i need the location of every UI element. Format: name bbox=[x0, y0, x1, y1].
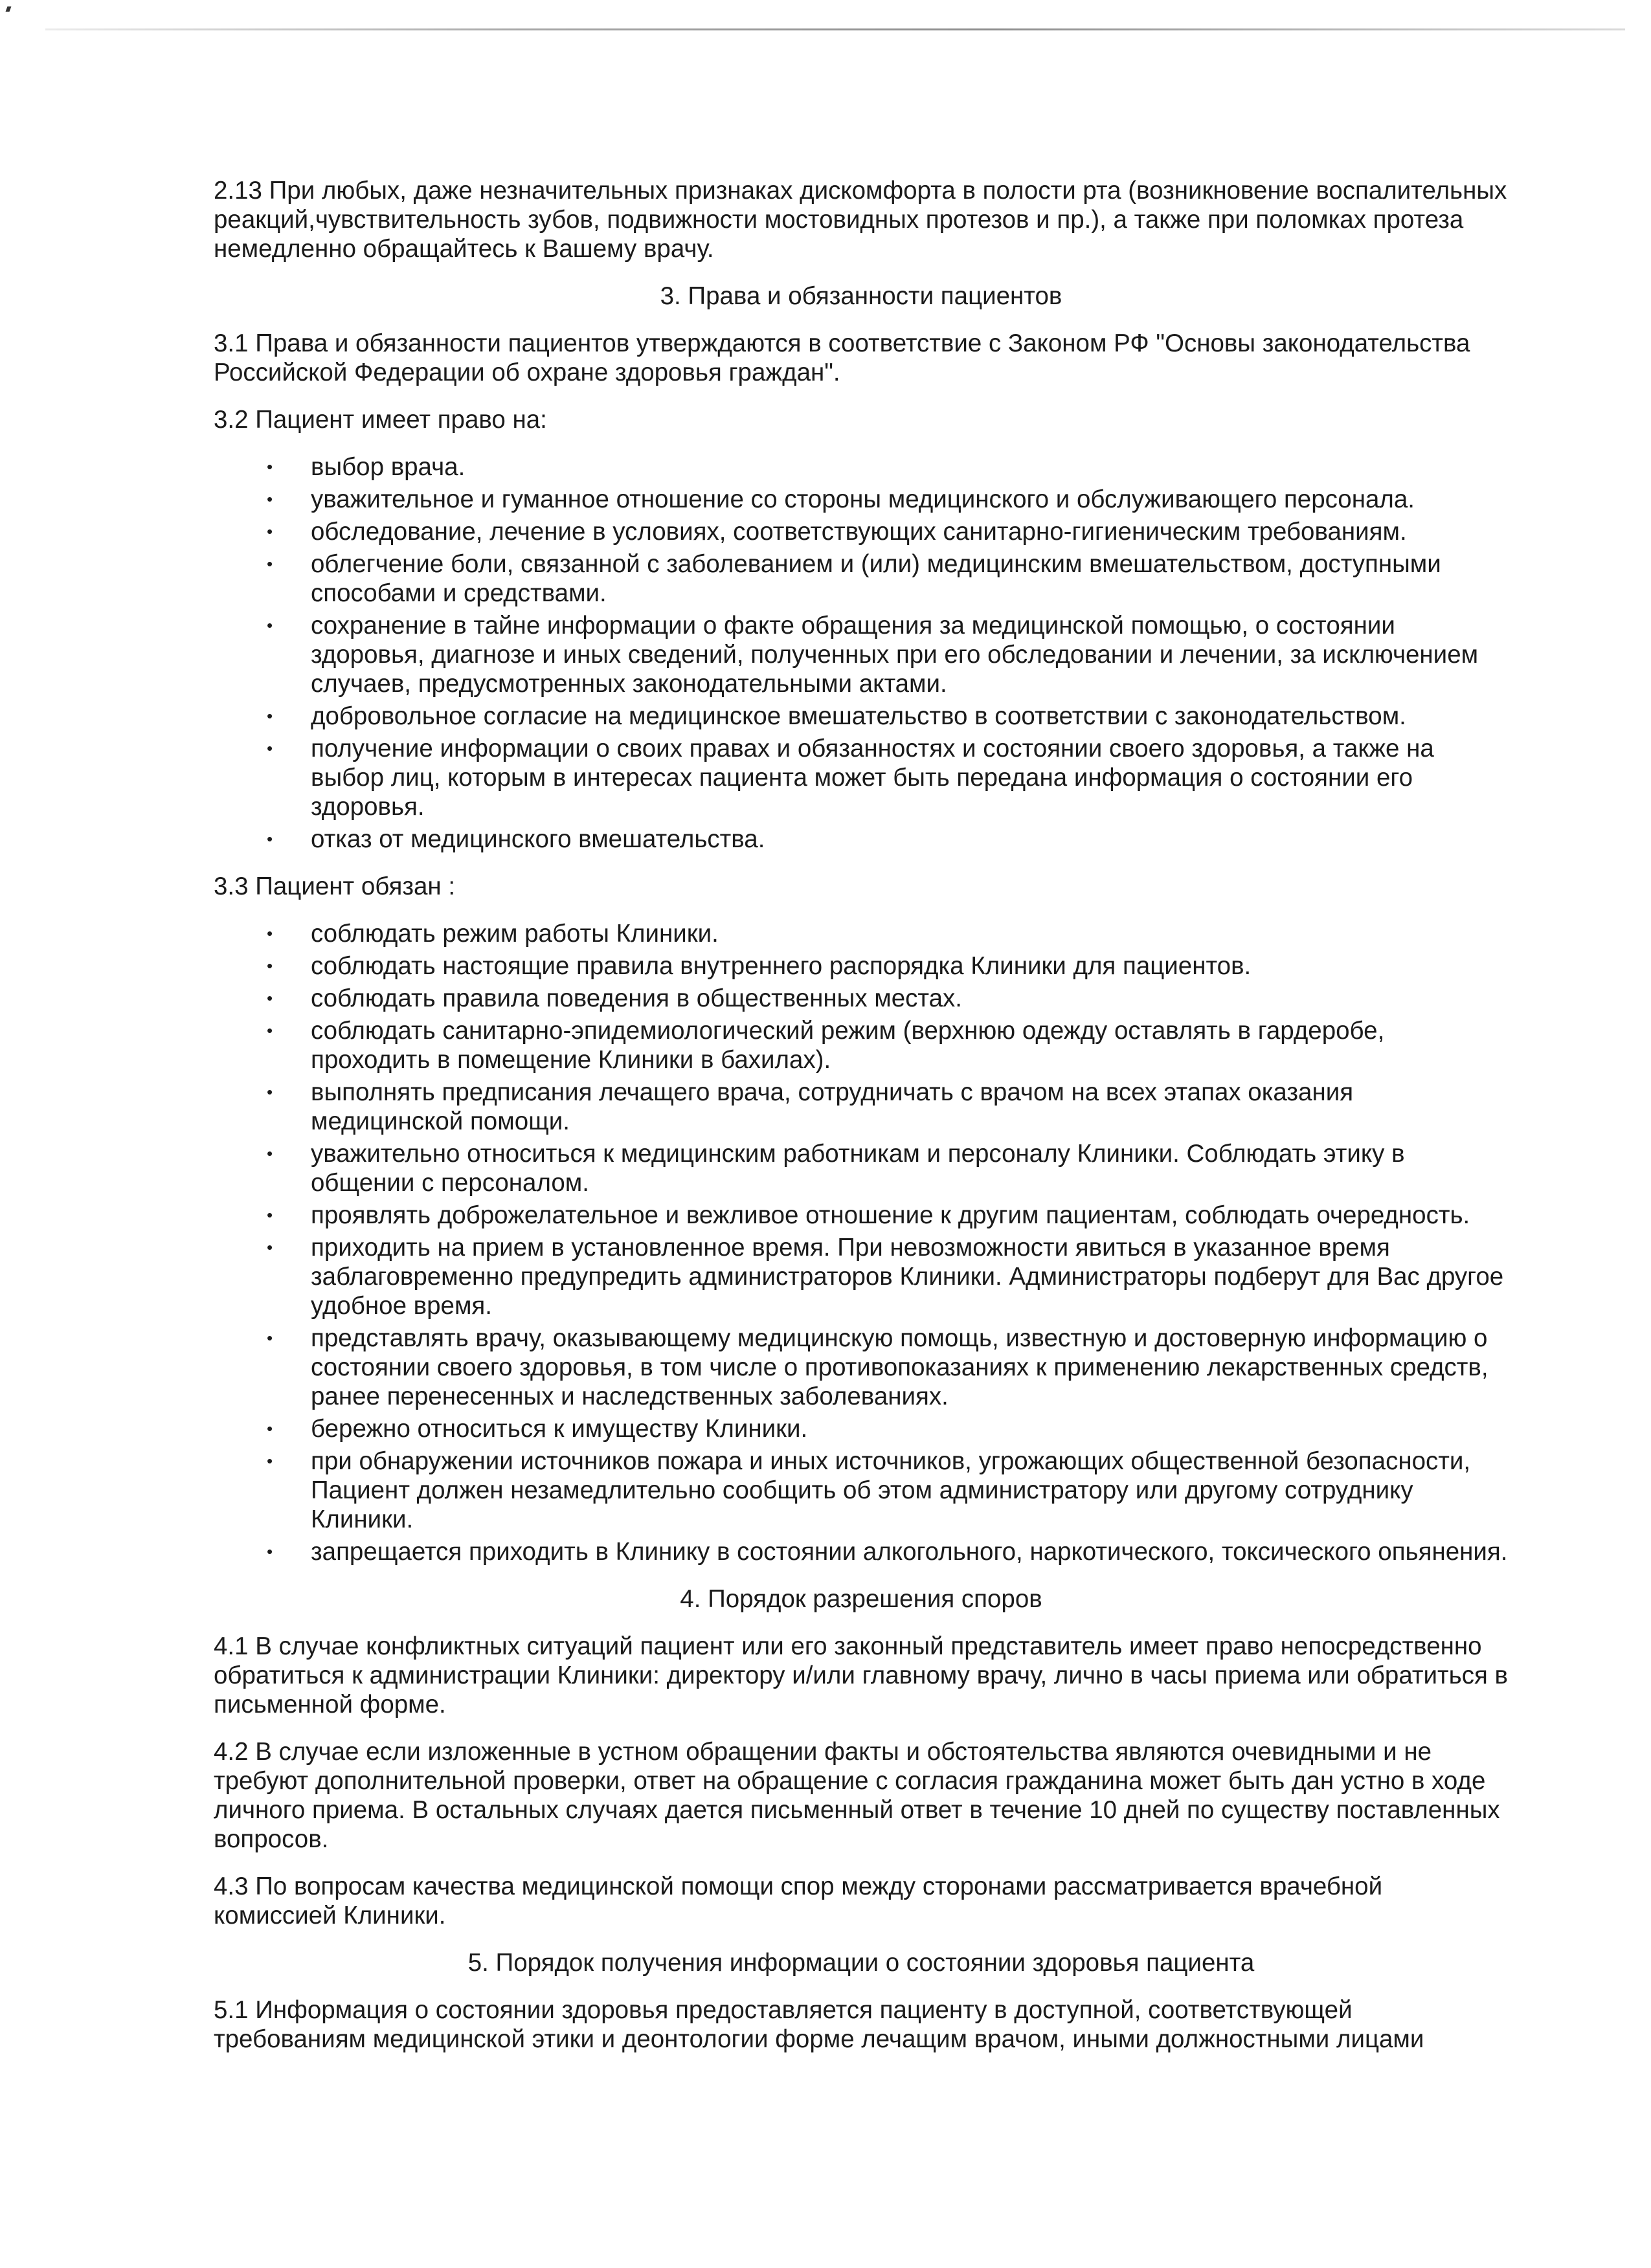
section-4-heading: 4. Порядок разрешения споров bbox=[680, 1585, 1042, 1613]
paragraph-5-1: 5.1 Информация о состоянии здоровья предоставляется пациенту в доступной, соответствующей требованиям медицинской этики и деонтологии форме лечащим врачом, иными должностными лицами bbox=[214, 1996, 1424, 2053]
list-item: • добровольное согласие на медицинское вмешательство в соответствии с законодательством. bbox=[311, 702, 1509, 731]
list-item: • соблюдать правила поведения в общественных местах. bbox=[311, 984, 1509, 1013]
list-item: • выполнять предписания лечащего врача, сотрудничать с врачом на всех этапах оказания медицинской помощи. bbox=[311, 1078, 1509, 1136]
scan-artifact-line bbox=[45, 28, 1625, 30]
list-item: • приходить на прием в установленное время. При невозможности явиться в указанное время заблаговременно предупредить администраторов Клиники. Администраторы подберут для Вас другое удобное время. bbox=[311, 1233, 1509, 1320]
paragraph-3-1: 3.1 Права и обязанности пациентов утверждаются в соответствие с Законом РФ "Основы законодательства Российской Федерации об охране здоровья граждан". bbox=[214, 329, 1470, 386]
list-item: • сохранение в тайне информации о факте обращения за медицинской помощью, о состоянии здоровья, диагнозе и иных сведений, полученных при его обследовании и лечении, за исключением случаев, предусмотренных законодательными актами. bbox=[311, 611, 1509, 698]
paragraph-4-3: 4.3 По вопросам качества медицинской помощи спор между сторонами рассматривается врачебной комиссией Клиники. bbox=[214, 1873, 1383, 1929]
list-item: • запрещается приходить в Клинику в состоянии алкогольного, наркотического, токсического опьянения. bbox=[311, 1537, 1509, 1566]
patient-duties-list bbox=[214, 919, 1509, 1566]
list-item: • уважительное и гуманное отношение со стороны медицинского и обслуживающего персонала. bbox=[311, 485, 1509, 514]
paragraph-3-3: 3.3 Пациент обязан : bbox=[214, 873, 456, 900]
paragraph-3-2: 3.2 Пациент имеет право на: bbox=[214, 406, 547, 434]
list-item: • обследование, лечение в условиях, соответствующих санитарно-гигиеническим требованиям. bbox=[311, 517, 1509, 546]
patient-rights-list bbox=[214, 452, 1509, 854]
list-item: • отказ от медицинского вмешательства. bbox=[311, 825, 1509, 854]
list-item: • проявлять доброжелательное и вежливое отношение к другим пациентам, соблюдать очередность. bbox=[311, 1201, 1509, 1230]
list-item: • уважительно относиться к медицинским работникам и персоналу Клиники. Соблюдать этику в общении с персоналом. bbox=[311, 1139, 1509, 1197]
list-item: • представлять врачу, оказывающему медицинскую помощь, известную и достоверную информацию о состоянии своего здоровья, в том числе о противопоказаниях к применению лекарственных средств, ранее перенесенных и наследственных заболеваниях. bbox=[311, 1324, 1509, 1411]
list-item: • соблюдать режим работы Клиники. bbox=[311, 919, 1509, 948]
section-3-heading: 3. Права и обязанности пациентов bbox=[660, 282, 1062, 310]
list-item: • соблюдать санитарно-эпидемиологический режим (верхнюю одежду оставлять в гардеробе, проходить в помещение Клиники в бахилах). bbox=[311, 1016, 1509, 1074]
paragraph-2-13: 2.13 При любых, даже незначительных признаках дискомфорта в полости рта (возникновение воспалительных реакций,чувствительность зубов, подвижности мостовидных протезов и пр.), а также при поломках протеза немедленно обращайтесь к Вашему врачу. bbox=[214, 177, 1507, 263]
scan-artifact-dot bbox=[6, 6, 12, 12]
list-item: • получение информации о своих правах и обязанностях и состоянии своего здоровья, а также на выбор лиц, которым в интересах пациента может быть передана информация о состоянии его здоровья. bbox=[311, 734, 1509, 821]
list-item: • бережно относиться к имуществу Клиники. bbox=[311, 1414, 1509, 1443]
paragraph-4-1: 4.1 В случае конфликтных ситуаций пациент или его законный представитель имеет право непосредственно обратиться к администрации Клиники: директору и/или главному врачу, лично в часы приема или обратиться в письменной форме. bbox=[214, 1632, 1508, 1718]
list-item: • облегчение боли, связанной с заболеванием и (или) медицинским вмешательством, доступными способами и средствами. bbox=[311, 550, 1509, 608]
paragraph-4-2: 4.2 В случае если изложенные в устном обращении факты и обстоятельства являются очевидными и не требуют дополнительной проверки, ответ на обращение с согласия гражданина может быть дан устно в ходе личного приема. В остальных случаях дается письменный ответ в течение 10 дней по существу поставленных вопросов. bbox=[214, 1738, 1500, 1853]
list-item: • соблюдать настоящие правила внутреннего распорядка Клиники для пациентов. bbox=[311, 951, 1509, 981]
document-page bbox=[214, 176, 1509, 2072]
section-5-heading: 5. Порядок получения информации о состоянии здоровья пациента bbox=[467, 1949, 1255, 1977]
list-item: • выбор врача. bbox=[311, 452, 1509, 482]
list-item: • при обнаружении источников пожара и иных источников, угрожающих общественной безопасности, Пациент должен незамедлительно сообщить об этом администратору или другому сотруднику Клиники. bbox=[311, 1447, 1509, 1534]
